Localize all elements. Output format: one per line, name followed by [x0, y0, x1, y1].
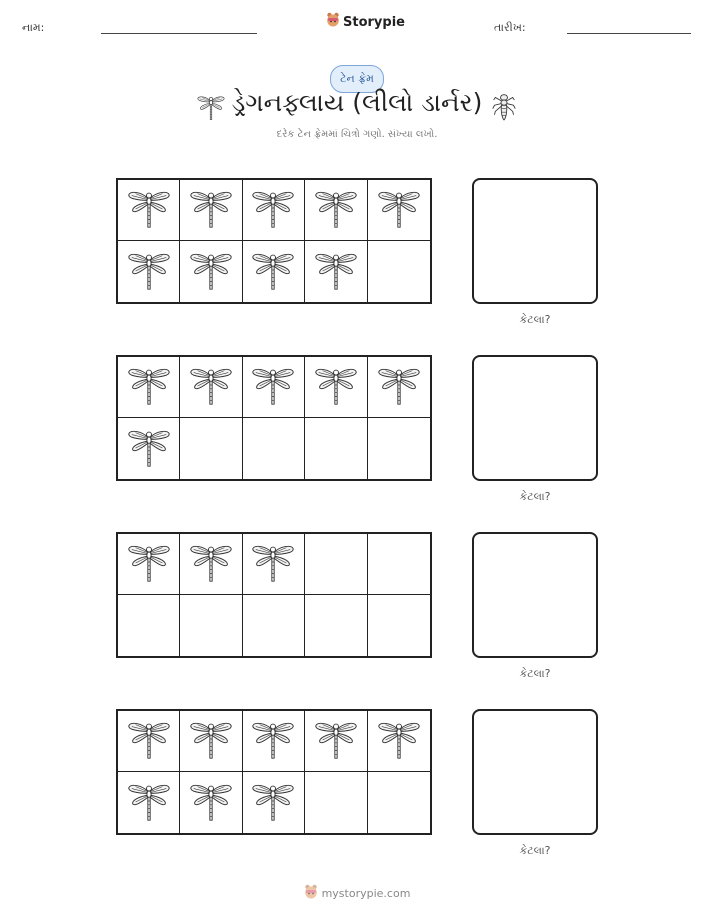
ten-frame-cell	[305, 772, 367, 833]
dragonfly-icon	[250, 716, 296, 766]
dragonfly-icon	[376, 362, 422, 412]
dragonfly-icon	[188, 362, 234, 412]
ten-frame-cell	[180, 595, 242, 656]
dragonfly-icon	[313, 185, 359, 235]
instructions: દરેક ટેન ફ્રેમમાં ચિત્રો ગણો. સંખ્યા લખો.	[276, 129, 438, 140]
dragonfly-icon	[126, 424, 172, 474]
dragonfly-icon	[250, 247, 296, 297]
name-line[interactable]	[101, 33, 257, 34]
page-title: ડ્રેગનફ્લાય (લીલો ડાર્નર)	[231, 88, 483, 117]
answer-box[interactable]	[472, 355, 598, 481]
ten-frame-cell	[118, 534, 180, 595]
how-many-label: કેટલા?	[519, 313, 551, 326]
dragonfly-icon	[188, 185, 234, 235]
answer-box[interactable]	[472, 178, 598, 304]
dragonfly-icon	[313, 247, 359, 297]
ten-frame-cell	[368, 357, 430, 418]
ten-frame-cell	[305, 241, 367, 302]
dragonfly-icon	[313, 716, 359, 766]
dragonfly-icon	[126, 778, 172, 828]
date-line[interactable]	[567, 33, 691, 34]
ten-frame-cell	[118, 241, 180, 302]
ten-frame-cell	[305, 418, 367, 479]
brand	[326, 12, 405, 32]
ten-frame-cell	[118, 180, 180, 241]
ten-frame-cell	[243, 711, 305, 772]
footer-url: mystorypie.com	[321, 887, 411, 900]
ten-frame-cell	[180, 241, 242, 302]
answer-box[interactable]	[472, 532, 598, 658]
ten-frame	[116, 355, 432, 481]
ten-frame-cell	[243, 772, 305, 833]
ten-frame-cell	[243, 418, 305, 479]
ten-frame-cell	[180, 418, 242, 479]
ten-frame-cell	[368, 711, 430, 772]
dragonfly-icon	[188, 247, 234, 297]
ten-frame-cell	[368, 772, 430, 833]
ten-frame-cell	[305, 357, 367, 418]
how-many-label: કેટલા?	[519, 490, 551, 503]
ten-frame-cell	[368, 534, 430, 595]
dragonfly-icon	[313, 362, 359, 412]
dragonfly-icon	[126, 362, 172, 412]
ten-frame-cell	[180, 534, 242, 595]
dragonfly-icon	[188, 716, 234, 766]
answer-box[interactable]	[472, 709, 598, 835]
ten-frame-cell	[243, 357, 305, 418]
ten-frame-cell	[368, 180, 430, 241]
how-many-label: કેટલા?	[519, 667, 551, 680]
dragonfly-icon	[250, 362, 296, 412]
dragonfly-icon	[188, 778, 234, 828]
ten-frame	[116, 709, 432, 835]
ten-frame	[116, 532, 432, 658]
how-many-label: કેટલા?	[519, 844, 551, 857]
ten-frame-cell	[118, 595, 180, 656]
ten-frame-cell	[118, 772, 180, 833]
dragonfly-icon	[250, 778, 296, 828]
ten-frame-cell	[305, 595, 367, 656]
dragonfly-icon	[126, 185, 172, 235]
ten-frame-cell	[305, 180, 367, 241]
dragonfly-icon	[250, 539, 296, 589]
ten-frame-cell	[368, 241, 430, 302]
ten-frame-cell	[243, 241, 305, 302]
ten-frame-cell	[118, 711, 180, 772]
ten-frame-cell	[243, 180, 305, 241]
ten-frame-cell	[305, 534, 367, 595]
ten-frame-cell	[243, 534, 305, 595]
dragonfly-icon	[376, 185, 422, 235]
ten-frame	[116, 178, 432, 304]
ten-frame-cell	[180, 772, 242, 833]
ten-frame-cell	[243, 595, 305, 656]
brand-name: Storypie	[343, 14, 405, 30]
ten-frame-cell	[305, 711, 367, 772]
ten-frame-cell	[180, 357, 242, 418]
dragonfly-icon	[376, 716, 422, 766]
dragonfly-icon	[250, 185, 296, 235]
ten-frame-cell	[118, 418, 180, 479]
dragonfly-icon	[126, 539, 172, 589]
ten-frame-cell	[180, 180, 242, 241]
date-label: તારીખ:	[494, 21, 526, 34]
footer	[0, 884, 714, 903]
ten-frame-cell	[368, 418, 430, 479]
ten-frame-cell	[180, 711, 242, 772]
storypie-logo-icon	[326, 12, 340, 32]
dragonfly-icon	[126, 247, 172, 297]
storypie-logo-icon	[304, 884, 318, 903]
dragonfly-icon	[126, 716, 172, 766]
ten-frame-cell	[118, 357, 180, 418]
category-badge: ટેન ફ્રેમ	[330, 65, 384, 93]
name-label: નામ:	[22, 21, 45, 34]
dragonfly-nymph-icon	[491, 92, 517, 126]
dragonfly-icon	[188, 539, 234, 589]
ten-frame-cell	[368, 595, 430, 656]
